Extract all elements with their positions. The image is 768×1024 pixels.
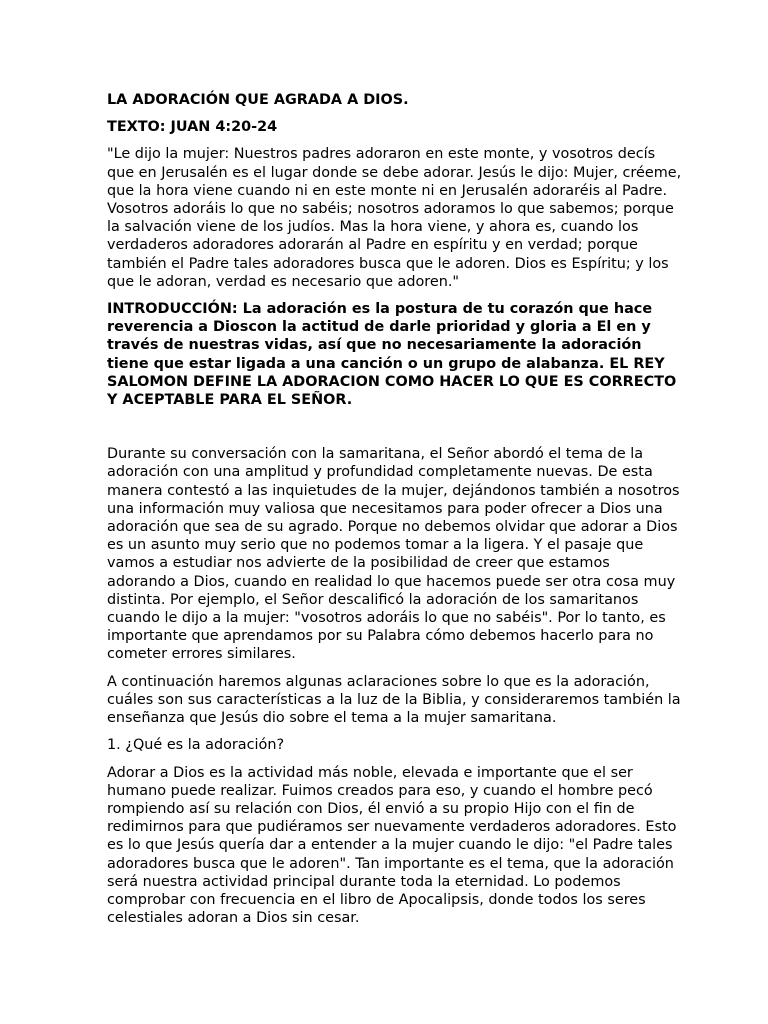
scripture-quote: "Le dijo la mujer: Nuestros padres adoraron en este monte, y vosotros decís que en Jerusalén es el lugar donde se debe adorar. Jesús le dijo: Mujer, créeme, que la hora viene cuando ni en este monte ni en Jerusalén adoraréis al Padre. Vosotros adoráis lo que no sabéis; nosotros adoramos lo que sabemos; porque la salvación viene de los judíos. Mas la hora viene, y ahora es, cuando los verdaderos adoradores adorarán al Padre en espíritu y en verdad; porque también el Padre tales adoradores busca que le adoren. Dios es Espíritu; y los que le adoran, verdad es necesario que adoren." <box>107 146 682 290</box>
paragraph-spacer <box>107 409 682 445</box>
introduction-paragraph: INTRODUCCIÓN: La adoración es la postura de tu corazón que hace reverencia a Dioscon la actitud de darle prioridad y gloria a El en y través de nuestras vidas, así que no necesariamente la adoración tiene que estar ligada a una canción o un grupo de alabanza. EL REY SALOMON DEFINE LA ADORACION COMO HACER LO QUE ES CORRECTO Y ACEPTABLE PARA EL SEÑOR. <box>107 301 677 409</box>
scripture-reference: TEXTO: JUAN 4:20-24 <box>107 119 278 136</box>
body-paragraph-2: A continuación haremos algunas aclaraciones sobre lo que es la adoración, cuáles son sus características a la luz de la Biblia, y consideraremos también la enseñanza que Jesús dio sobre el tema a la mujer samaritana. <box>107 673 681 727</box>
document-title: LA ADORACIÓN QUE AGRADA A DIOS. <box>107 92 409 108</box>
body-paragraph-1: Durante su conversación con la samaritana, el Señor abordó el tema de la adoración con una amplitud y profundidad completamente nuevas. De esta manera contestó a las inquietudes de la mujer, dejándonos también a nosotros una información muy valiosa que necesitamos para poder ofrecer a Dios una adoración que sea de su agrado. Porque no debemos olvidar que adorar a Dios es un asunto muy serio que no podemos tomar a la ligera. Y el pasaje que vamos a estudiar nos advierte de la posibilidad de creer que estamos adorando a Dios, cuando en realidad lo que hacemos puede ser otra cosa muy distinta. Por ejemplo, el Señor descalificó la adoración de los samaritanos cuando le dijo a la mujer: "vosotros adoráis lo que no sabéis". Por lo tanto, es importante que aprendamos por su Palabra cómo debemos hacerlo para no cometer errores similares. <box>107 446 680 663</box>
body-paragraph-3: Adorar a Dios es la actividad más noble, elevada e importante que el ser humano puede realizar. Fuimos creados para eso, y cuando el hombre pecó rompiendo así su relación con Dios, él envió a su propio Hijo con el fin de redimirnos para que pudiéramos ser nuevamente verdaderos adoradores. Esto es lo que Jesús quería dar a entender a la mujer cuando le dijo: "el Padre tales adoradores busca que le adoren". Tan importante es el tema, que la adoración será nuestra actividad principal durante toda la eternidad. Lo podemos comprobar con frecuencia en el libro de Apocalipsis, donde todos los seres celestiales adoran a Dios sin cesar. <box>107 764 677 927</box>
section-heading-1: 1. ¿Qué es la adoración? <box>107 737 285 754</box>
